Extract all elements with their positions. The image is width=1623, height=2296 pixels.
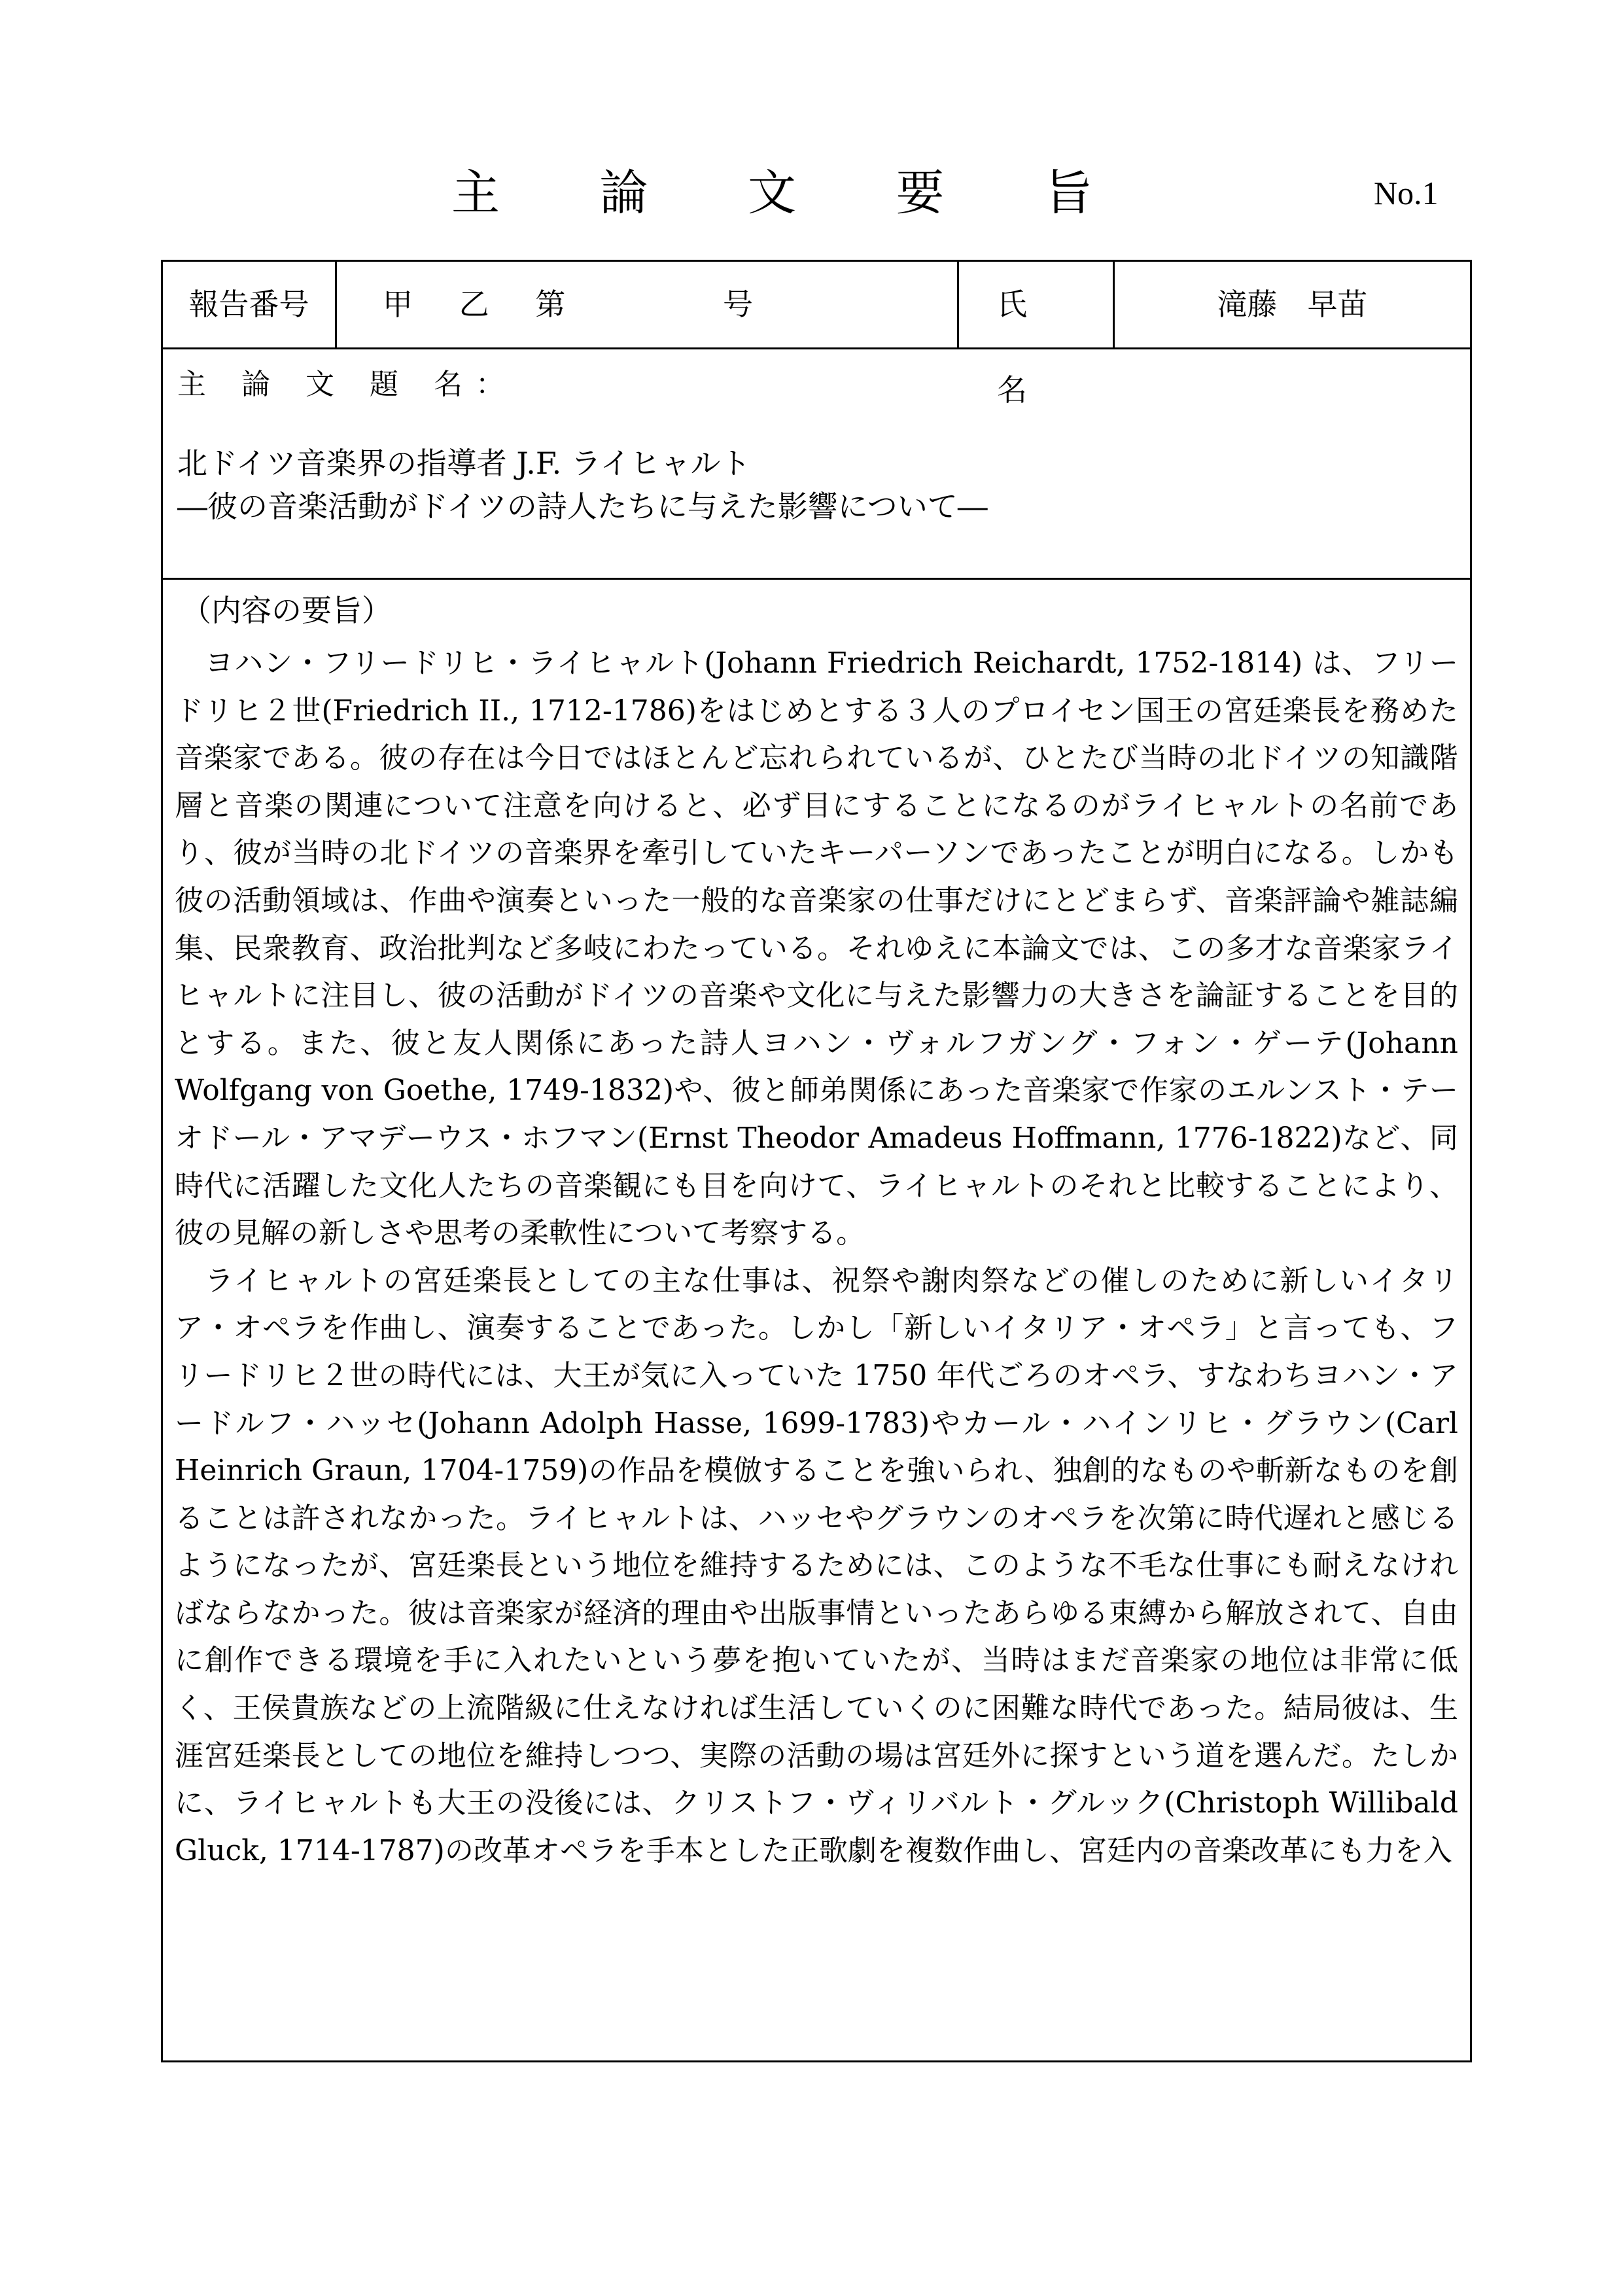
name-label-cell — [959, 262, 1115, 408]
title-char: 論 — [599, 165, 648, 221]
author-name: 滝藤 早苗 — [1217, 287, 1368, 322]
thesis-title-subtitle: ―彼の音楽活動がドイツの詩人たちに与えた影響について― — [177, 489, 988, 524]
report-number-value: 甲 乙 第 — [383, 287, 584, 322]
summary-paragraph: ライヒャルトの宮廷楽長としての主な仕事は、祝祭や謝肉祭などの催しのために新しいイタリア・オペラを作曲し、演奏することであった。しかし「新しいイタリア・オペラ」と言っても、フリードリヒ２世の時代には、大王が気に入っていた 1750 年代ごろのオペラ、すなわちヨハン・アードルフ・ハッセ(Johann Adolph Hasse, 1699-1783)やカール・ハインリヒ・グラウン(Carl Heinrich Graun, 1704-1759)の作品を模倣することを強いられ、独創的なものや斬新なものを創ることは許されなかった。ライヒャルトは、ハッセやグラウンのオペラを次第に時代遅れと感じるようになったが、宮廷楽長という地位を維持するためには、このような不毛な仕事にも耐えなければならなかった。彼は音楽家が経済的理由や出版事情といったあらゆる束縛から解放されて、自由に創作できる環境を手に入れたいという夢を抱いていたが、当時はまだ音楽家の地位は非常に低く、王侯貴族などの上流階級に仕えなければ生活していくのに困難な時代であった。結局彼は、生涯宮廷楽長としての地位を維持しつつ、実際の活動の場は宮廷外に探すという道を選んだ。たしかに、ライヒャルトも大王の没後には、クリストフ・ヴィリバルト・グルック(Christoph Willibald Gluck, 1714-1787)の改革オペラを手本とした正歌劇を複数作曲し、宮廷内の音楽改革にも力を入 — [175, 1263, 1458, 1867]
report-number-cell — [337, 262, 959, 347]
thesis-title-main: 北ドイツ音楽界の指導者 J.F. ライヒャルト — [177, 446, 751, 481]
report-number-suffix: 号 — [723, 287, 753, 322]
summary-section — [163, 580, 1470, 2060]
thesis-title-label: 主 論 文 題 名： — [177, 368, 517, 401]
report-number-label: 報告番号 — [163, 262, 337, 347]
summary-body — [175, 640, 1458, 1875]
title-char: 要 — [896, 165, 945, 221]
document-title — [0, 160, 1623, 226]
abstract-form — [161, 260, 1472, 2062]
title-characters — [451, 160, 1092, 226]
summary-label: （内容の要旨） — [181, 593, 392, 628]
summary-paragraph: ヨハン・フリードリヒ・ライヒャルト(Johann Friedrich Reichardt, 1752-1814) は、フリードリヒ２世(Friedrich II., 1712-1786)をはじめとする３人のプロイセン国王の宮廷楽長を務めた音楽家である。彼の存在は今日ではほとんど忘れられているが、ひとたび当時の北ドイツの知識階層と音楽の関連について注意を向けると、必ず目にすることになるのがライヒャルトの名前であり、彼が当時の北ドイツの音楽界を牽引していたキーパーソンであったことが明白になる。しかも彼の活動領域は、作曲や演奏といった一般的な音楽家の仕事だけにとどまらず、音楽評論や雑誌編集、民衆教育、政治批判など多岐にわたっている。それゆえに本論文では、この多才な音楽家ライヒャルトに注目し、彼の活動がドイツの音楽や文化に与えた影響力の大きさを論証することを目的とする。また、彼と友人関係にあった詩人ヨハン・ヴォルフガング・フォン・ゲーテ(Johann Wolfgang von Goethe, 1749-1832)や、彼と師弟関係にあった音楽家で作家のエルンスト・テーオドール・アマデーウス・ホフマン(Ernst Theodor Amadeus Hoffmann, 1776-1822)など、同時代に活躍した文化人たちの音楽観にも目を向けて、ライヒャルトのそれと比較することにより、彼の見解の新しさや思考の柔軟性について考察する。 — [175, 646, 1458, 1250]
title-char: 旨 — [1044, 165, 1092, 221]
name-label: 氏 名 — [997, 287, 1053, 408]
page-number: No.1 — [1374, 175, 1439, 211]
title-char: 文 — [748, 165, 796, 221]
thesis-title-section — [163, 349, 1470, 580]
title-char: 主 — [451, 165, 500, 221]
